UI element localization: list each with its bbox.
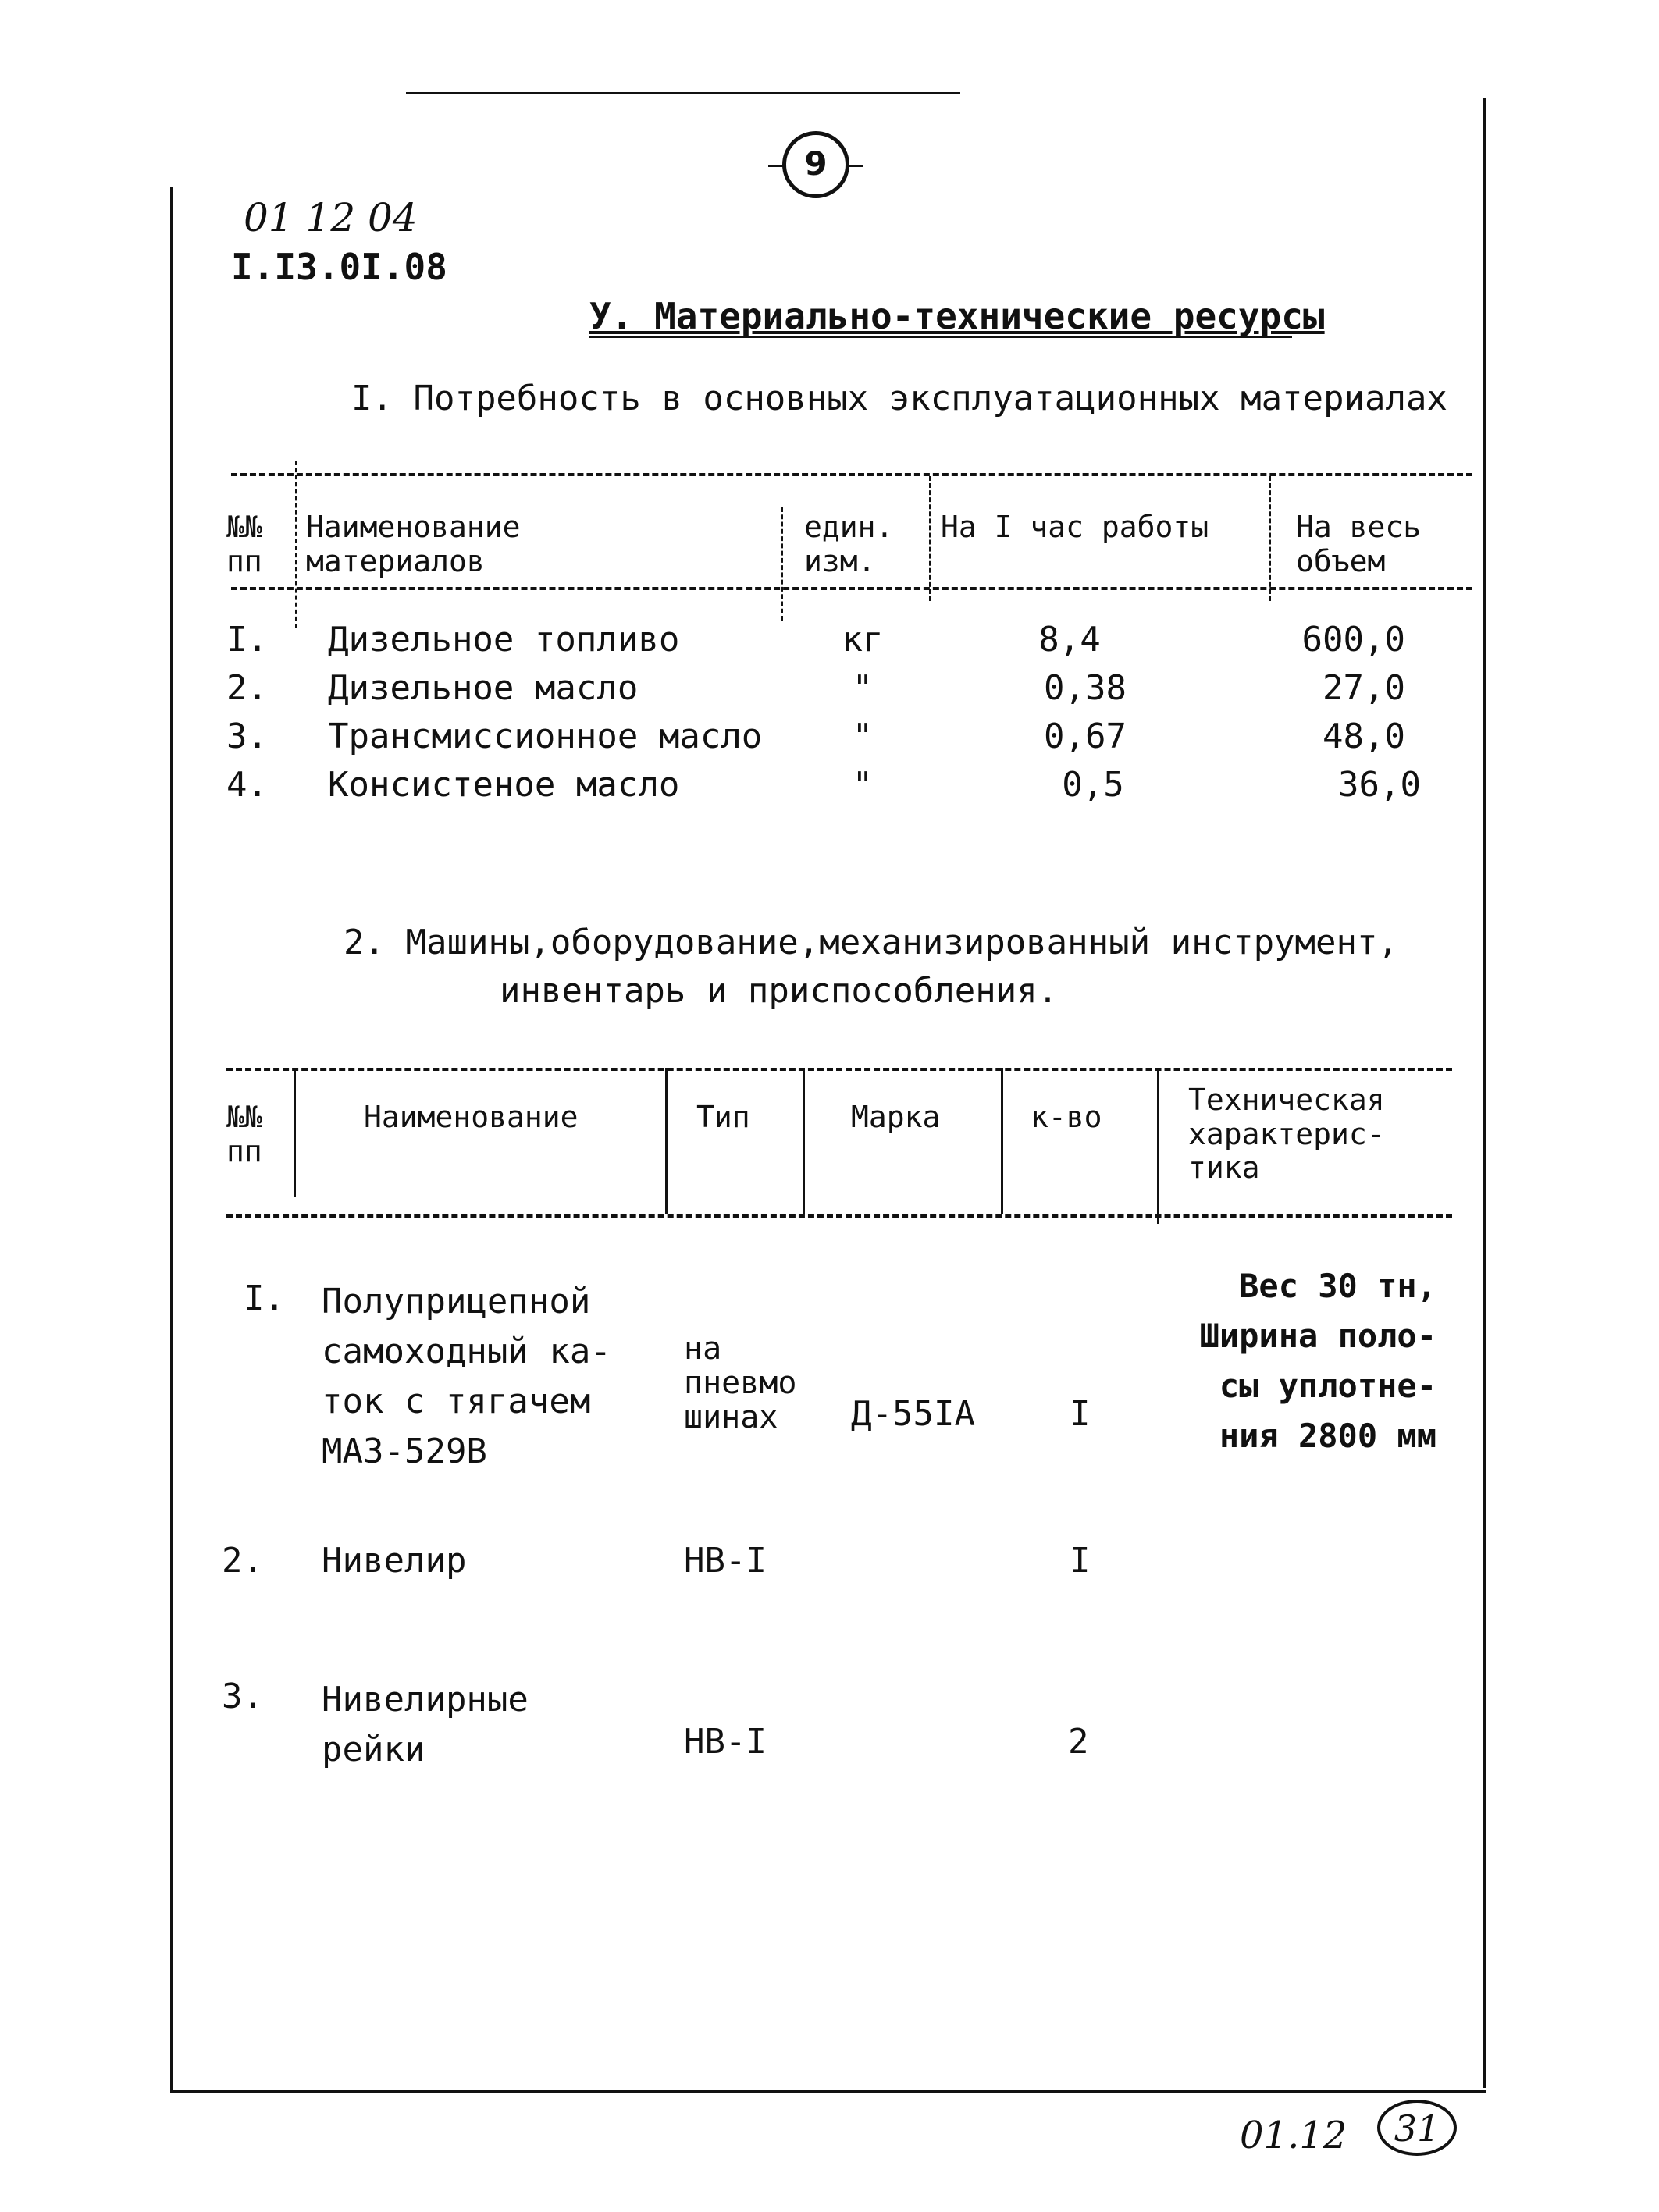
table1-row2-per-hour: 0,38 [1044, 668, 1127, 708]
table2-row3-qty: 2 [1068, 1722, 1089, 1762]
table2-col-sep-1 [294, 1068, 296, 1197]
table1-col-sep-3 [929, 476, 931, 601]
page-number-right-tick [848, 165, 863, 167]
table1-row4-total: 36,0 [1338, 765, 1421, 805]
table2-col-sep-3 [803, 1068, 805, 1214]
table1-header-bottom-line [231, 587, 1472, 590]
right-border [1483, 98, 1486, 2088]
table2-row2-name: Нивелир [322, 1541, 467, 1581]
left-border [170, 187, 173, 2092]
footer-handwritten: 01.12 [1240, 2114, 1347, 2157]
table1-header-per-hour: На I час работы [941, 510, 1209, 544]
table1-row4-name: Консистеное масло [328, 765, 680, 805]
section-title-underline [589, 336, 1292, 338]
table2-row1-name: Полуприцепной самоходный ка- ток с тягачем МАЗ-529В [322, 1282, 611, 1471]
section-title: У. Материально-технические ресурсы [589, 295, 1325, 337]
table2-row1-qty: I [1070, 1394, 1091, 1434]
table1-subtitle: I. Потребность в основных эксплуатационных материалах [351, 379, 1447, 418]
footer-circled-text: 31 [1394, 2107, 1440, 2150]
table2-header-name: Наименование [364, 1100, 579, 1134]
table2-header-qty: к-во [1031, 1100, 1102, 1134]
table1-header-total: На весь объем [1296, 510, 1422, 578]
page-number-circle [782, 131, 849, 198]
table2-row1-num: I. [244, 1278, 285, 1318]
doc-code: I.I3.0I.08 [231, 246, 447, 288]
table2-header-type: Тип [696, 1100, 750, 1134]
table2-subtitle-line2: инвентарь и приспособления. [500, 971, 1059, 1011]
table2-header-tech: Техническая характерис- тика [1188, 1083, 1385, 1186]
page-number-left-tick [768, 165, 784, 167]
page-number: 9 [804, 144, 828, 183]
table1-top-line [231, 473, 1472, 476]
table2-row2-type: НВ-I [684, 1541, 767, 1581]
table1-row4-num: 4. [226, 765, 268, 805]
table2-row3-type: НВ-I [684, 1722, 767, 1762]
table2-top-line [226, 1068, 1452, 1071]
table1-col-sep-1 [295, 461, 297, 628]
table2-row1-tech: Вес 30 тн, Ширина поло- сы уплотне- ния 2800 мм [1199, 1267, 1436, 1455]
table1-row2-unit: " [852, 668, 874, 708]
table2-row1-mark: Д-55IА [851, 1394, 975, 1434]
table2-row2-num: 2. [222, 1541, 263, 1581]
table1-header-unit: един. изм. [804, 510, 894, 578]
table1-row1-num: I. [226, 620, 268, 660]
table2-subtitle-line1: 2. Машины,оборудование,механизированный инструмент, [344, 923, 1399, 962]
table1-row2-total: 27,0 [1323, 668, 1405, 708]
table2-row1-type: на пневмо шинах [684, 1331, 797, 1435]
bottom-border [170, 2090, 1486, 2093]
table1-row4-per-hour: 0,5 [1062, 765, 1124, 805]
handwritten-code: 01 12 04 [244, 195, 418, 240]
table1-row1-per-hour: 8,4 [1038, 620, 1101, 660]
table2-row3-num: 3. [222, 1677, 263, 1716]
table1-header-name: Наименование материалов [306, 510, 521, 578]
table1-row4-unit: " [852, 765, 874, 805]
table1-row1-total: 600,0 [1301, 620, 1405, 660]
table1-row2-num: 2. [226, 668, 268, 708]
table1-row3-per-hour: 0,67 [1044, 717, 1127, 756]
table1-row3-unit: " [852, 717, 874, 756]
table1-row1-unit: кг [842, 620, 884, 660]
table2-header-bottom-line [226, 1214, 1452, 1218]
table1-col-sep-2 [781, 507, 783, 621]
table2-col-sep-4 [1001, 1068, 1003, 1214]
table2-col-sep-5 [1157, 1068, 1159, 1224]
table2-col-sep-2 [665, 1068, 668, 1214]
table1-header-num: №№ пп [226, 510, 262, 578]
footer-circled-number [1377, 2100, 1457, 2156]
table1-col-sep-4 [1269, 476, 1271, 601]
table1-row3-total: 48,0 [1323, 717, 1405, 756]
table2-header-num: №№ пп [226, 1100, 262, 1168]
table1-row2-name: Дизельное масло [328, 668, 639, 708]
table2-row2-qty: I [1070, 1541, 1091, 1581]
table1-row3-name: Трансмиссионное масло [328, 717, 763, 756]
table1-row3-num: 3. [226, 717, 268, 756]
table2-header-mark: Марка [851, 1100, 941, 1134]
top-rule [406, 92, 960, 94]
table1-row1-name: Дизельное топливо [328, 620, 680, 660]
table2-row3-name: Нивелирные рейки [322, 1680, 529, 1769]
